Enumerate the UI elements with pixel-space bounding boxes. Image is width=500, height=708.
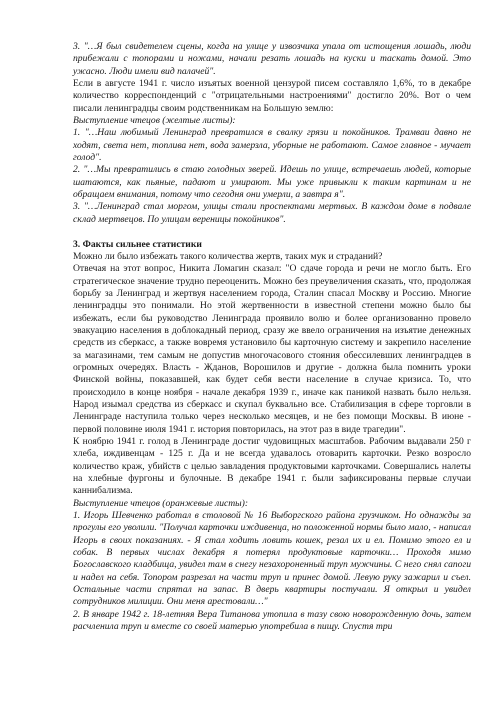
censorship-statistics-paragraph: Если в августе 1941 г. число изъятых военной цензурой писем составляло 1,6%, то в декабре количество корреспонденций с "отрицательными настроениями" достигло 20%. Вот о чем писали ленинградцы своим родственникам на Большую землю:	[73, 78, 471, 114]
reader-quote-morgue: 3. "…Ленинград стал моргом, улицы стали проспектами мертвых. В каждом доме в подвале склад мертвецов. По улицам вереницы покойников".	[73, 201, 471, 225]
reader-story-titanova: 2. В январе 1942 г. 18-летняя Вера Титанова утопила в тазу свою новорожденную дочь, затем расчленила труп и вместе со своей матерью употребила в пищу. Спустя три	[73, 608, 471, 633]
famine-november-paragraph: К ноябрю 1941 г. голод в Ленинграде достиг чудовищных масштабов. Рабочим выдавали 250 г хлеба, иждивенцам - 125 г. Да и не всегда удавалось отоварить карточки. Резко возросло количество краж, убийств с целью завладения продуктовыми карточками. Совершались налеты на хлебные фургоны и булочные. В декабре 1941 г. были зафиксированы первые случаи каннибализма.	[73, 436, 471, 497]
question-paragraph: Можно ли было избежать такого количества жертв, таких мук и страданий?	[73, 250, 383, 262]
blank-line	[73, 226, 471, 238]
reader-quote-hungry-beasts: 2. "…Мы превратились в стаю голодных зверей. Идешь по улице, встречаешь людей, которые шатаются, как пьяные, падают и умирают. Мы уже привыкли к таким картинам и не обращаем внимания, потому что сегодня они умерли, а завтра я".	[73, 164, 471, 201]
reader-quote-horse: 3. "…Я был свидетелем сцены, когда на улице у извозчика упала от истощения лошадь, люди прибежали с топорами и ножами, начали резать лошадь на куски и таскать домой. Это ужасно. Люди имели вид палачей".	[73, 41, 471, 77]
section-heading: 3. Факты сильнее статистики	[73, 238, 202, 250]
reader-quote-leningrad-dump: 1. "…Наш любимый Ленинград превратился в свалку грязи и покойников. Трамваи давно не ходят, света нет, топлива нет, вода замерзла, уборные не работают. Самое главное - мучает голод".	[73, 127, 471, 164]
readers-orange-sheets-label: Выступление чтецов (оранжевые листы):	[73, 497, 249, 509]
reader-story-shevchenko: 1. Игорь Шевченко работал в столовой № 16 Выборгского района грузчиком. Но однажды за прогулы его уволили. "Получал карточки иждивенца, но положенной нормы было мало, - написал Игорь в своих показаниях. - Я стал ходить ловить кошек, резал их и ел. Помимо этого ел и собак. В первых числах декабря я потерял продуктовые карточки… Проходя мимо Богославского кладбища, увидел там в снегу незахороненный труп мужчины. С него снял сапоги и надел на себя. Топором разрезал на части труп и принес домой. Левую руку зажарил и съел. Остальные части спрятал на запас. В дверь квартиры постучали. Я открыл и увидел сотрудников милиции. Они меня арестовали…"	[73, 510, 471, 608]
readers-yellow-sheets-label: Выступление чтецов (желтые листы):	[73, 115, 236, 127]
lomagin-answer-paragraph: Отвечая на этот вопрос, Никита Ломагин сказал: "О сдаче города и речи не могло быть. Его стратегическое значение трудно переоценить. Можно без преувеличения сказать, что, продолжая борьбу за Ленинград и жертвуя населением города, Сталин спасал Москву и Россию. Многие ленинградцы это понимали. Но этой жертвенности в известной степени можно было бы избежать, если бы руководство Ленинграда проявило волю и более организованно провело эвакуацию населения в доблокадный период, сразу же ввело ограничения на изъятие денежных средств из сберкасс, а также вовремя установило бы карточную систему и закрепило население за магазинами, тем самым не допустив многочасового стояния обессилевших ленинградцев в огромных очередях. Власть - Жданов, Ворошилов и другие - должна была помнить уроки Финской войны, показавшей, как будет себя вести население в случае кризиса. То, что происходило в конце ноября - начале декабря 1939 г., иначе как паникой назвать было нельзя. Народ изымал средства из сберкасс и скупал буквально все. Стабилизация в сфере торговли в Ленинграде наступила только через несколько месяцев, и не без помощи Москвы. В июне - первой половине июля 1941 г. история повторилась, на этот раз в виде трагедии".	[73, 263, 471, 435]
